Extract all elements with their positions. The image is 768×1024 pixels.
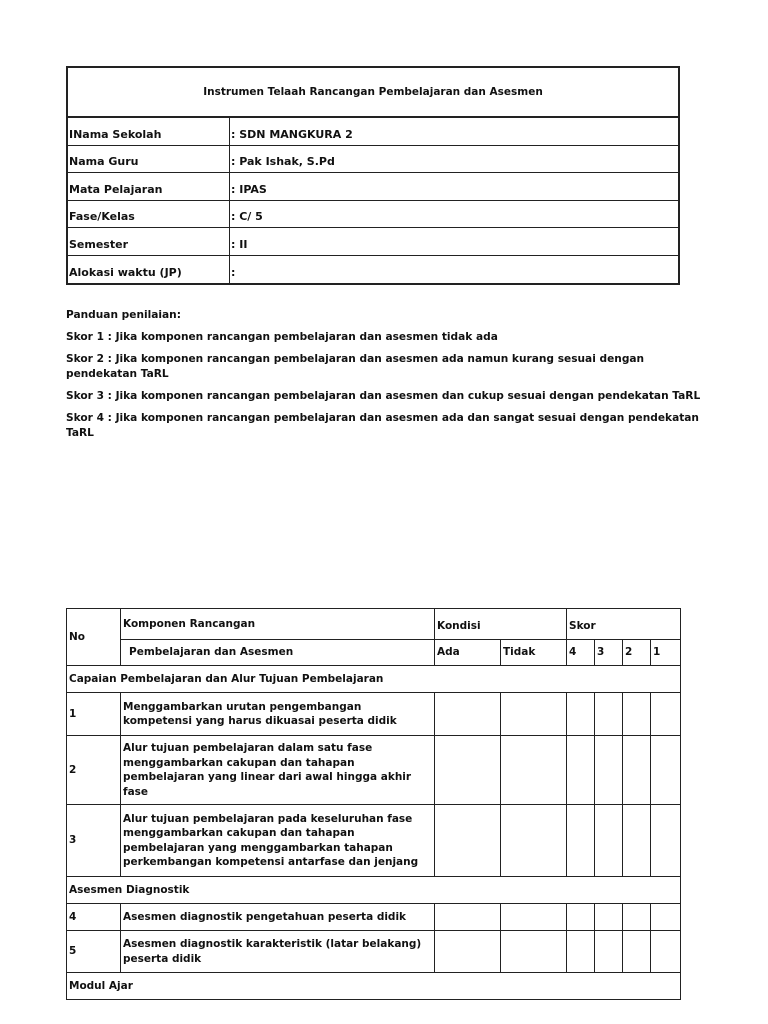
row-number: 2: [67, 736, 121, 805]
section-title: Capaian Pembelajaran dan Alur Tujuan Pembelajaran: [67, 666, 681, 693]
header-skor: Skor: [567, 609, 681, 640]
score-3-cell[interactable]: [595, 931, 623, 973]
guide-score-3: Skor 3 : Jika komponen rancangan pembelajaran dan asesmen dan cukup sesuai dengan pendekatan TaRL: [66, 390, 701, 402]
identity-row: [68, 173, 678, 201]
score-4-cell[interactable]: [567, 736, 595, 805]
score-3-cell[interactable]: [595, 693, 623, 736]
identity-label: Mata Pelajaran: [68, 173, 230, 200]
ada-cell[interactable]: [435, 931, 501, 973]
table-row: [67, 805, 681, 877]
section-row: [67, 973, 681, 1000]
ada-cell[interactable]: [435, 805, 501, 877]
identity-value: : C/ 5: [231, 210, 263, 224]
identity-label: Semester: [68, 228, 230, 255]
score-4-cell[interactable]: [567, 904, 595, 931]
score-1-cell[interactable]: [651, 904, 681, 931]
header-score-3: 3: [595, 640, 623, 666]
row-number: 5: [67, 931, 121, 973]
row-number: 3: [67, 805, 121, 877]
header-ada: Ada: [435, 640, 501, 666]
identity-value: : IPAS: [231, 182, 267, 196]
ada-cell[interactable]: [435, 736, 501, 805]
header-row: [67, 609, 681, 640]
row-component: Alur tujuan pembelajaran pada keseluruhan fase menggambarkan cakupan dan tahapan pembelajaran yang menggambarkan tahapan perkembangan kompetensi antarfase dan jenjang: [121, 805, 435, 877]
table-row: [67, 736, 681, 805]
identity-row: [68, 228, 678, 256]
score-2-cell[interactable]: [623, 693, 651, 736]
header-kondisi: Kondisi: [435, 609, 567, 640]
document-title: Instrumen Telaah Rancangan Pembelajaran dan Asesmen: [68, 68, 678, 118]
header-komponen-1: Komponen Rancangan: [121, 609, 435, 640]
ada-cell[interactable]: [435, 904, 501, 931]
row-number: 4: [67, 904, 121, 931]
identity-table: [66, 66, 680, 285]
score-1-cell[interactable]: [651, 693, 681, 736]
score-4-cell[interactable]: [567, 931, 595, 973]
score-2-cell[interactable]: [623, 736, 651, 805]
identity-value: : II: [231, 237, 248, 251]
header-score-4: 4: [567, 640, 595, 666]
score-4-cell[interactable]: [567, 805, 595, 877]
score-2-cell[interactable]: [623, 805, 651, 877]
section-row: [67, 666, 681, 693]
identity-row: [68, 256, 678, 283]
section-row: [67, 877, 681, 904]
guide-score-1: Skor 1 : Jika komponen rancangan pembelajaran dan asesmen tidak ada: [66, 331, 498, 343]
identity-row: [68, 146, 678, 174]
tidak-cell[interactable]: [501, 904, 567, 931]
section-title: Modul Ajar: [67, 973, 681, 1000]
rubric-table: [66, 608, 681, 1000]
identity-value: :: [231, 265, 236, 279]
tidak-cell[interactable]: [501, 736, 567, 805]
identity-label: Nama Guru: [68, 146, 230, 173]
header-no: No: [67, 609, 121, 666]
row-number: 1: [67, 693, 121, 736]
score-1-cell[interactable]: [651, 931, 681, 973]
identity-row: [68, 118, 678, 146]
identity-label: Fase/Kelas: [68, 201, 230, 228]
score-2-cell[interactable]: [623, 904, 651, 931]
score-1-cell[interactable]: [651, 736, 681, 805]
identity-value: : SDN MANGKURA 2: [231, 127, 353, 141]
section-title: Asesmen Diagnostik: [67, 877, 681, 904]
row-component: Asesmen diagnostik pengetahuan peserta didik: [121, 904, 435, 931]
score-2-cell[interactable]: [623, 931, 651, 973]
tidak-cell[interactable]: [501, 693, 567, 736]
identity-label: Alokasi waktu (JP): [68, 256, 230, 283]
header-tidak: Tidak: [501, 640, 567, 666]
score-3-cell[interactable]: [595, 904, 623, 931]
identity-row: [68, 201, 678, 229]
identity-label: INama Sekolah: [68, 118, 230, 145]
ada-cell[interactable]: [435, 693, 501, 736]
identity-value: : Pak Ishak, S.Pd: [231, 155, 335, 169]
score-4-cell[interactable]: [567, 693, 595, 736]
header-score-2: 2: [623, 640, 651, 666]
score-1-cell[interactable]: [651, 805, 681, 877]
row-component: Menggambarkan urutan pengembangan kompetensi yang harus dikuasai peserta didik: [121, 693, 435, 736]
guide-score-4: Skor 4 : Jika komponen rancangan pembelajaran dan asesmen ada dan sangat sesuai dengan pendekatan TaRL: [66, 412, 699, 439]
table-row: [67, 693, 681, 736]
header-komponen-2: Pembelajaran dan Asesmen: [121, 640, 435, 666]
guide-heading: Panduan penilaian:: [66, 309, 181, 321]
table-row: [67, 931, 681, 973]
score-3-cell[interactable]: [595, 736, 623, 805]
row-component: Asesmen diagnostik karakteristik (latar belakang) peserta didik: [121, 931, 435, 973]
header-score-1: 1: [651, 640, 681, 666]
scoring-guide: [66, 308, 706, 448]
tidak-cell[interactable]: [501, 805, 567, 877]
tidak-cell[interactable]: [501, 931, 567, 973]
score-3-cell[interactable]: [595, 805, 623, 877]
header-row: [67, 640, 681, 666]
row-component: Alur tujuan pembelajaran dalam satu fase menggambarkan cakupan dan tahapan pembelajaran yang linear dari awal hingga akhir fase: [121, 736, 435, 805]
table-row: [67, 904, 681, 931]
guide-score-2: Skor 2 : Jika komponen rancangan pembelajaran dan asesmen ada namun kurang sesuai dengan pendekatan TaRL: [66, 353, 645, 380]
